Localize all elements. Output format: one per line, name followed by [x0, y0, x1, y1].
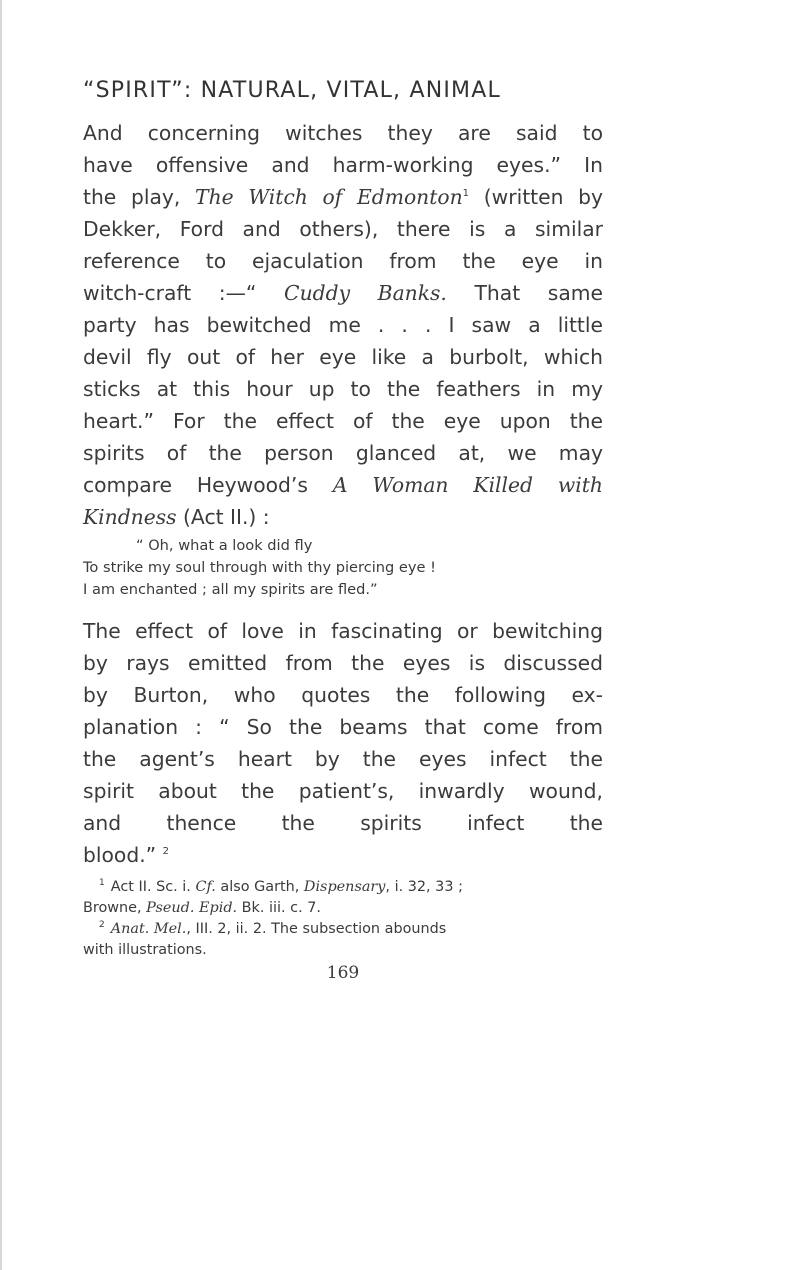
text-run: also Garth, — [215, 879, 304, 895]
text-line — [83, 309, 603, 341]
play-title: A Woman Killed with — [332, 473, 603, 497]
text-line — [83, 615, 603, 647]
text-run: , III. 2, ii. 2. The subsection abounds — [186, 921, 447, 937]
text-run: by rays emitted from the eyes is discussed — [83, 651, 603, 675]
footnote-ref-2: 2 — [162, 846, 169, 857]
text-line — [83, 437, 603, 469]
footnote-ref-1: 1 — [462, 188, 470, 199]
text-run: witch-craft :—“ — [83, 281, 285, 305]
text-line — [83, 469, 603, 501]
verse-line: To strike my soul through with thy piercing eye ! — [83, 559, 437, 576]
footnote-2 — [83, 919, 603, 940]
footnote-1 — [83, 877, 603, 898]
text-line — [83, 213, 603, 245]
text-run: the play, — [83, 185, 196, 209]
text-run: And concerning witches they are said to — [83, 121, 603, 145]
text-line — [83, 341, 603, 373]
text-line — [83, 117, 603, 149]
text-run: the agent’s heart by the eyes infect the — [83, 747, 603, 771]
footnote-mark: 2 — [99, 920, 105, 930]
cf-abbrev: Cf. — [195, 879, 216, 895]
text-run: and thence the spirits infect the — [83, 811, 603, 835]
paragraph-1 — [83, 117, 603, 533]
text-line — [83, 501, 603, 533]
text-line — [83, 807, 603, 839]
text-line — [83, 647, 603, 679]
paragraph-2 — [83, 615, 603, 871]
verse-quotation — [83, 535, 603, 601]
text-run: , i. 32, 33 ; — [385, 879, 463, 895]
verse-line: I am enchanted ; all my spirits are fled.” — [83, 581, 378, 598]
work-title: Dispensary — [303, 879, 386, 895]
text-run: heart.” For the effect of the eye upon the — [83, 409, 603, 433]
text-run: The effect of love in fascinating or bewitching — [83, 619, 603, 643]
speaker-name: Cuddy Banks. — [284, 281, 447, 305]
text-run: by Burton, who quotes the following ex- — [83, 683, 603, 707]
text-line — [83, 149, 603, 181]
text-run: spirits of the person glanced at, we may — [83, 441, 603, 465]
play-title: The Witch of Edmonton — [195, 185, 463, 209]
text-line — [83, 181, 603, 213]
text-run: Dekker, Ford and others), there is a similar — [83, 217, 603, 241]
footnotes — [83, 877, 603, 961]
text-run: devil fly out of her eye like a burbolt, which — [83, 345, 603, 369]
running-head: “SPIRIT”: NATURAL, VITAL, ANIMAL — [83, 78, 501, 103]
page-number: 169 — [326, 963, 360, 983]
text-line — [83, 373, 603, 405]
text-run: compare Heywood’s — [83, 473, 333, 497]
footnote-1-continued — [83, 898, 603, 919]
text-run: spirit about the patient’s, inwardly wound, — [83, 779, 603, 803]
text-run: Act II. Sc. i. — [110, 879, 196, 895]
footnote-mark: 1 — [99, 878, 105, 888]
text-run: Bk. iii. c. 7. — [237, 900, 321, 916]
text-run: planation : “ So the beams that come from — [83, 715, 603, 739]
text-run: (Act II.) : — [176, 505, 270, 529]
text-line — [83, 711, 603, 743]
text-line — [83, 839, 603, 871]
text-run: party has bewitched me . . . I saw a little — [83, 313, 603, 337]
text-run: Browne, — [83, 900, 147, 916]
text-run: (written by — [469, 185, 603, 209]
text-line — [83, 775, 603, 807]
book-page — [83, 78, 603, 983]
text-line — [83, 245, 603, 277]
footnote-2-continued: with illustrations. — [83, 942, 207, 958]
text-run: reference to ejaculation from the eye in — [83, 249, 603, 273]
text-run: sticks at this hour up to the feathers in my — [83, 377, 603, 401]
text-line — [83, 679, 603, 711]
text-run: blood.” — [83, 843, 163, 867]
text-line — [83, 277, 603, 309]
text-line — [83, 405, 603, 437]
text-run: have offensive and harm-working eyes.” In — [83, 153, 603, 177]
text-line — [83, 743, 603, 775]
work-title: Pseud. Epid. — [146, 900, 238, 916]
play-title: Kindness — [83, 505, 177, 529]
work-title: Anat. Mel. — [110, 921, 187, 937]
page-edge-rule — [0, 0, 2, 1270]
text-run: That same — [446, 281, 604, 305]
verse-line: “ Oh, what a look did fly — [136, 537, 313, 554]
